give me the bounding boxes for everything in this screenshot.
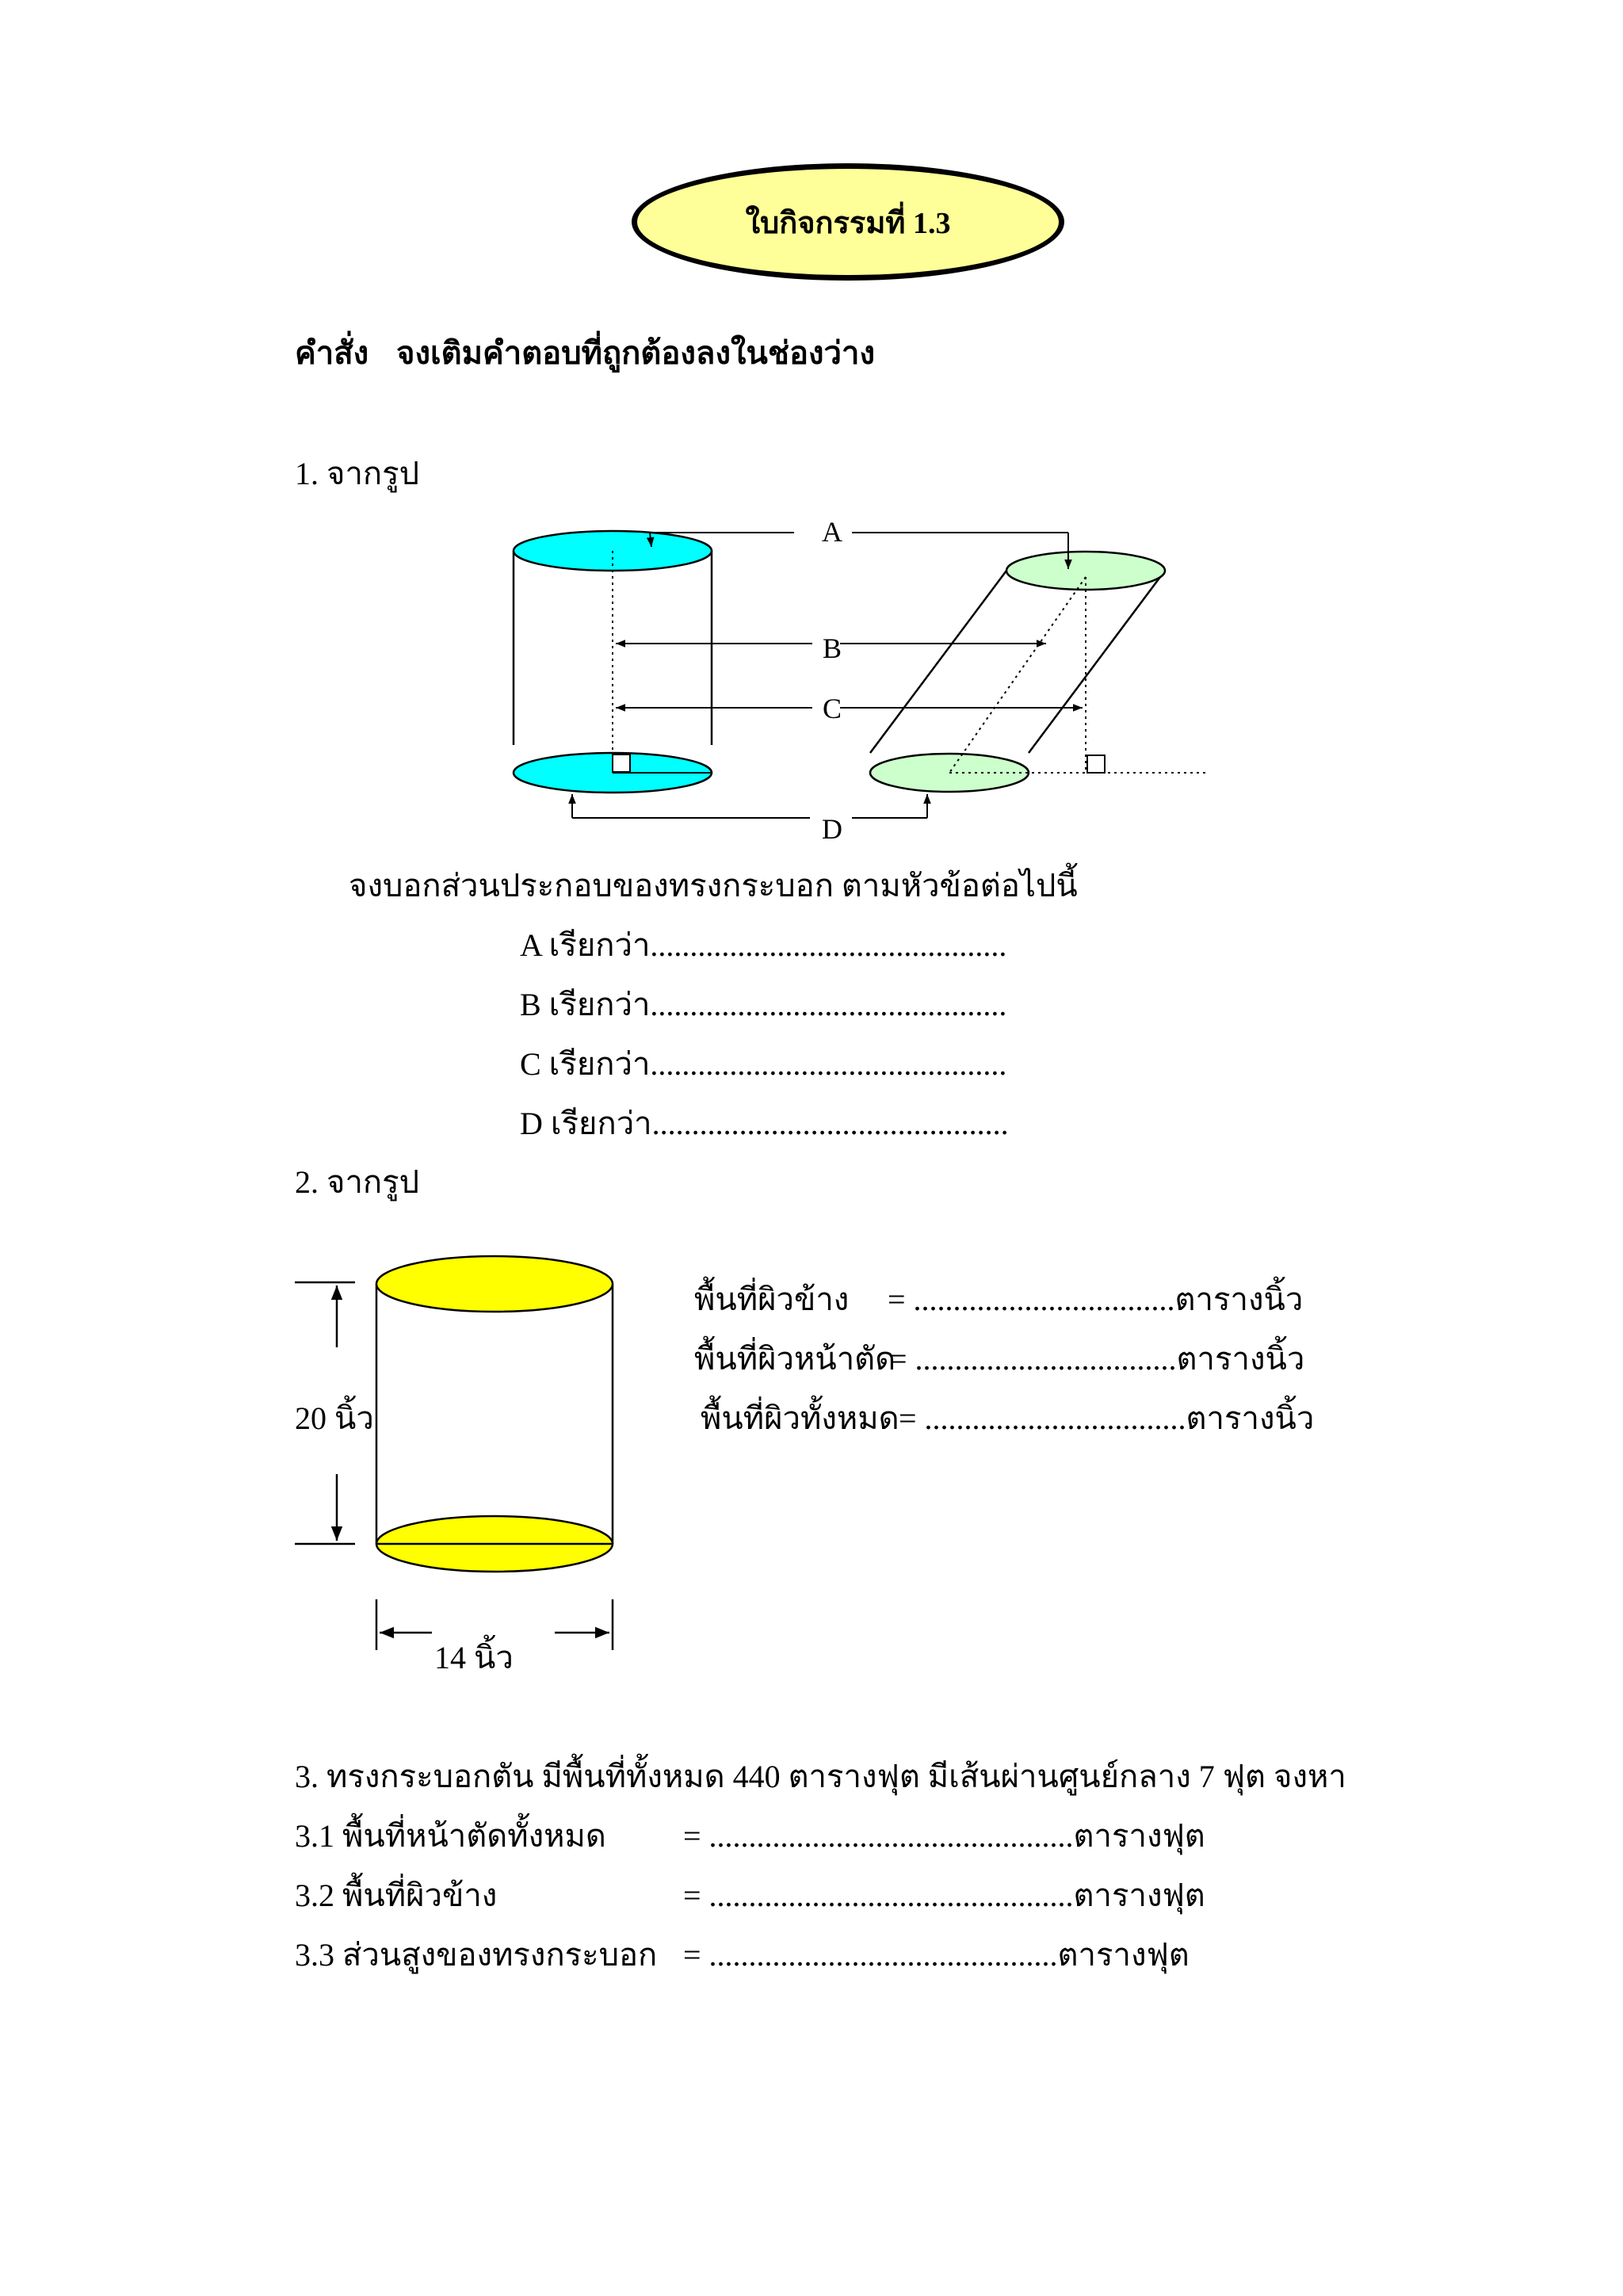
- q3-item-1-value: = ..............................................ตารางฟุต: [683, 1818, 1205, 1854]
- q1-answer-c: C เรียกว่า.............................................: [520, 1046, 1007, 1082]
- label-c: C: [822, 693, 842, 724]
- label-a: A: [822, 516, 842, 548]
- q2-line-1-label: พื้นที่ผิวข้าง: [694, 1282, 850, 1317]
- q1-answer-d: D เรียกว่า.............................................: [520, 1106, 1009, 1141]
- q2-line-2-value: = .................................ตารางนิ้ว: [889, 1341, 1305, 1377]
- q3-item-1-label: 3.1 พื้นที่หน้าตัดทั้งหมด: [295, 1818, 606, 1854]
- label-b: B: [822, 632, 842, 664]
- q3-item-2-value: = ..............................................ตารางฟุต: [683, 1878, 1205, 1913]
- yellow-cylinder-top: [376, 1256, 613, 1312]
- diameter-label: 14 นิ้ว: [434, 1640, 514, 1675]
- q2-line-3-label: พื้นที่ผิวทั้งหมด: [701, 1400, 899, 1436]
- worksheet-title-text: ใบกิจกรรมที่ 1.3: [745, 206, 951, 240]
- q2-heading: 2. จากรูป: [295, 1164, 419, 1200]
- q2-line-3-value: = .................................ตารางนิ้ว: [899, 1400, 1315, 1436]
- label-d: D: [822, 813, 842, 845]
- q3-text: 3. ทรงกระบอกตัน มีพื้นที่ทั้งหมด 440 ตารางฟุต มีเส้นผ่านศูนย์กลาง 7 ฟุต จงหา: [295, 1759, 1346, 1794]
- q3-item-3-label: 3.3 ส่วนสูงของทรงกระบอก: [295, 1937, 658, 1973]
- yellow-cylinder: [376, 1256, 613, 1572]
- q1-answer-a: A เรียกว่า.............................................: [520, 927, 1007, 963]
- instruction-text: จงเติมคำตอบที่ถูกต้องลงในช่องว่าง: [396, 335, 876, 371]
- instruction-label: คำสั่ง: [295, 335, 369, 371]
- q1-heading: 1. จากรูป: [295, 456, 419, 491]
- q1-answer-b: B เรียกว่า.............................................: [520, 987, 1007, 1022]
- q3-item-3-value: = ............................................ตารางฟุต: [683, 1937, 1190, 1973]
- height-label: 20 นิ้ว: [295, 1400, 374, 1436]
- q3-item-2-label: 3.2 พื้นที่ผิวข้าง: [295, 1878, 498, 1913]
- q2-line-1-value: = .................................ตารางนิ้ว: [888, 1282, 1304, 1317]
- q2-line-2-label: พื้นที่ผิวหน้าตัด: [694, 1341, 896, 1377]
- q1-prompt: จงบอกส่วนประกอบของทรงกระบอก ตามหัวข้อต่อไปนี้: [349, 868, 1078, 904]
